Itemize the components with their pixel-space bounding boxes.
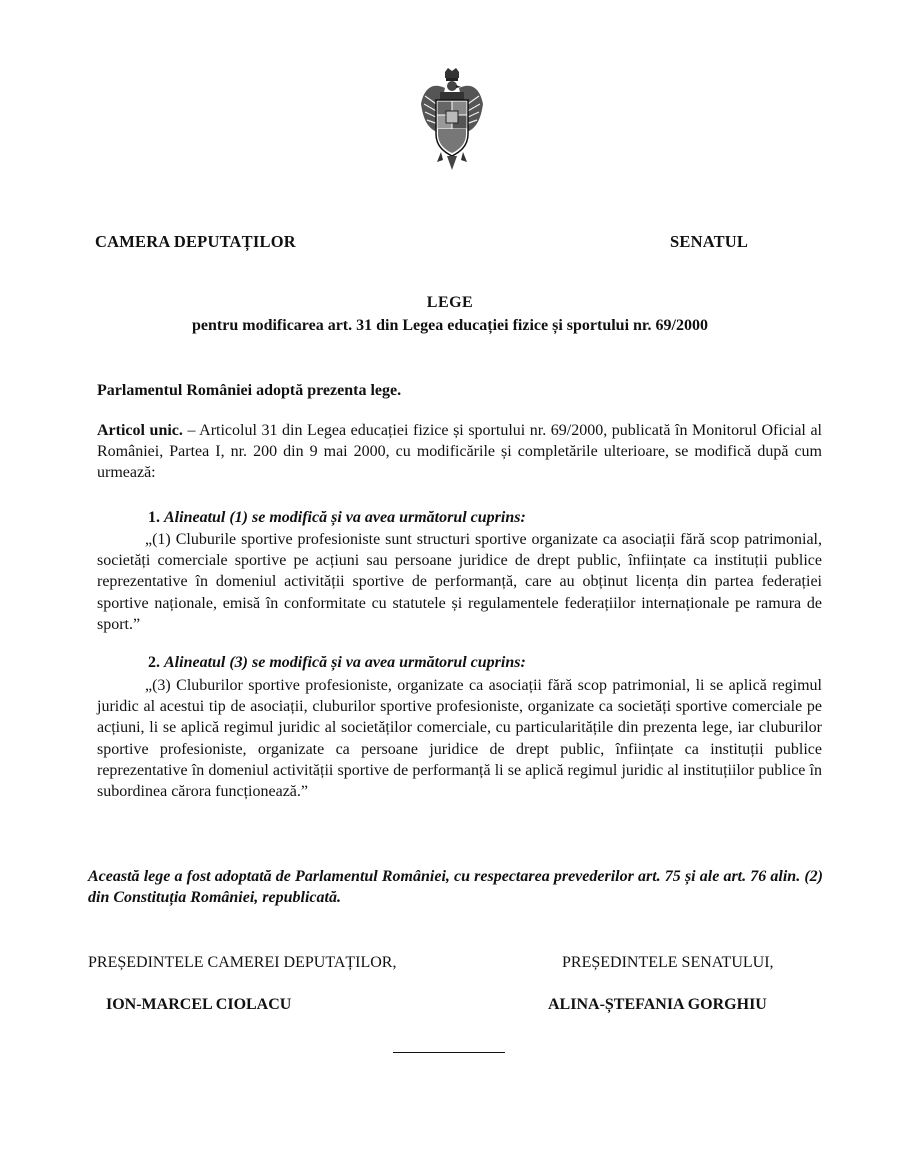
document-subtitle: pentru modificarea art. 31 din Legea educației fizice și sportului nr. 69/2000 bbox=[192, 317, 708, 334]
chamber-president-name: ION-MARCEL CIOLACU bbox=[106, 996, 292, 1013]
romanian-coat-of-arms-icon bbox=[419, 66, 485, 174]
adoption-statement: Parlamentul României adoptă prezenta lege. bbox=[97, 382, 402, 399]
senate-president-name: ALINA-ȘTEFANIA GORGHIU bbox=[548, 996, 767, 1013]
amendment-1-text: „(1) Cluburile sportive profesioniste sunt structuri sportive organizate ca asociații fără scop patrimonial, societăți comerciale sportive pe acțiuni sau persoane juridice de drept public, înființate ca instituții publice reprezentative în domeniul activității sportive de performanță, care au obținut licența din partea federației sportive naționale, emisă în conformitate cu statutele și regulamentele federațiilor internaționale pe ramura de sport.” bbox=[97, 531, 822, 633]
closing-divider bbox=[393, 1052, 505, 1053]
senate-president-title: PREȘEDINTELE SENATULUI, bbox=[562, 954, 774, 971]
single-article-paragraph bbox=[97, 420, 822, 483]
closing-statement: Această lege a fost adoptată de Parlamentul României, cu respectarea prevederilor art. 75 și ale art. 76 alin. (2) din Constituția României, republicată. bbox=[88, 868, 823, 906]
chamber-of-deputies-header: CAMERA DEPUTAȚILOR bbox=[95, 232, 296, 251]
amendment-2-text: „(3) Cluburilor sportive profesioniste, organizate ca asociații fără scop patrimonial, li se aplică regimul juridic al acestui tip de asociații, cluburilor sportive profesioniste, organizate ca societăți sportive comerciale pe acțiuni, li se aplică regimul juridic al societăților comerciale, cu particularitățile din prezenta lege, iar cluburilor sportive profesioniste, organizate ca persoane juridice de drept public, înființate ca instituții publice reprezentative în domeniul activității sportive de performanță li se aplică regimul juridic al instituțiilor publice în subordinea cărora funcționează.” bbox=[97, 677, 822, 801]
amendment-1-number: 1. bbox=[148, 509, 160, 526]
amendment-1-heading bbox=[148, 509, 526, 527]
chamber-president-title: PREȘEDINTELE CAMEREI DEPUTAȚILOR, bbox=[88, 954, 397, 971]
amendment-2-number: 2. bbox=[148, 654, 160, 671]
document-title: LEGE bbox=[426, 294, 474, 311]
amendment-1-title: Alineatul (1) se modifică și va avea următorul cuprins: bbox=[164, 509, 526, 526]
article-text: – Articolul 31 din Legea educației fizice și sportului nr. 69/2000, publicată în Monitorul Oficial al României, Partea I, nr. 200 din 9 mai 2000, cu modificările și completările ulterioare, se modifică după cum urmează: bbox=[97, 422, 822, 481]
senate-header: SENATUL bbox=[670, 232, 749, 251]
amendment-2-heading bbox=[148, 654, 526, 672]
amendment-2-title: Alineatul (3) se modifică și va avea următorul cuprins: bbox=[164, 654, 526, 671]
article-label: Articol unic. bbox=[97, 422, 183, 439]
